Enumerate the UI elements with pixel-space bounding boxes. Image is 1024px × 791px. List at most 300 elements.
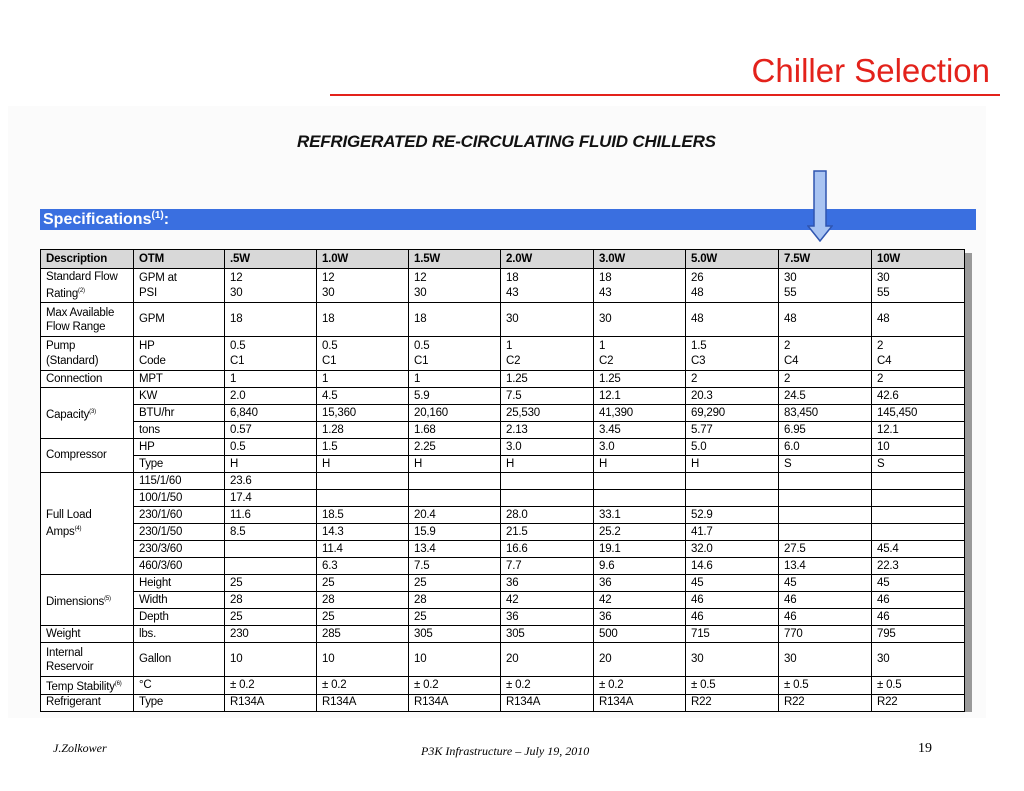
- table-row: [41, 337, 965, 371]
- table-cell: 6.0: [779, 439, 872, 456]
- table-cell: 11.4: [317, 541, 409, 558]
- table-cell: 27.5: [779, 541, 872, 558]
- cell-line: 30: [230, 286, 243, 299]
- table-cell: R134A: [409, 694, 501, 711]
- table-cell: ± 0.2: [225, 677, 317, 695]
- table-cell: 6.95: [779, 422, 872, 439]
- table-cell: 36: [501, 575, 594, 592]
- row-units: 115/1/60: [134, 473, 225, 490]
- table-cell: 42: [501, 592, 594, 609]
- table-cell: 1: [317, 371, 409, 388]
- table-cell: [225, 337, 317, 371]
- table-row: [41, 592, 965, 609]
- table-cell: 15,360: [317, 405, 409, 422]
- cell-line: C1: [414, 354, 429, 367]
- table-row: [41, 524, 965, 541]
- table-cell: 9.6: [594, 558, 686, 575]
- table-row: [41, 456, 965, 473]
- table-cell: R134A: [317, 694, 409, 711]
- table-cell: H: [501, 456, 594, 473]
- footer-title: P3K Infrastructure – July 19, 2010: [421, 744, 590, 758]
- table-cell: 46: [872, 609, 965, 626]
- table-cell: S: [779, 456, 872, 473]
- table-row: [41, 371, 965, 388]
- cell-line: C2: [506, 354, 521, 367]
- specifications-table: [40, 249, 965, 712]
- row-units: MPT: [134, 371, 225, 388]
- table-cell: 6,840: [225, 405, 317, 422]
- table-cell: [501, 490, 594, 507]
- table-cell: 7.5: [501, 388, 594, 405]
- row-units: Gallon: [134, 643, 225, 677]
- table-cell: 2.25: [409, 439, 501, 456]
- row-units: Height: [134, 575, 225, 592]
- header-model: 10W: [872, 250, 965, 269]
- table-cell: 1.25: [594, 371, 686, 388]
- table-row: [41, 490, 965, 507]
- row-description: [41, 575, 134, 626]
- row-description-text: Capacity: [46, 408, 90, 421]
- table-cell: 20.4: [409, 507, 501, 524]
- table-cell: 46: [686, 609, 779, 626]
- table-cell: [686, 473, 779, 490]
- cell-line: 12: [230, 271, 243, 284]
- cell-line: 55: [784, 286, 797, 299]
- table-cell: 42: [594, 592, 686, 609]
- table-cell: [409, 473, 501, 490]
- table-cell: 10: [317, 643, 409, 677]
- row-description: Weight: [41, 626, 134, 643]
- cell-line: 43: [599, 286, 612, 299]
- table-cell: [501, 337, 594, 371]
- row-units: lbs.: [134, 626, 225, 643]
- table-cell: 18: [409, 303, 501, 337]
- table-row: [41, 609, 965, 626]
- table-cell: 41.7: [686, 524, 779, 541]
- specifications-bar: [40, 209, 976, 230]
- table-cell: [317, 269, 409, 303]
- table-cell: ± 0.5: [779, 677, 872, 695]
- table-cell: 48: [686, 303, 779, 337]
- table-cell: 25: [409, 575, 501, 592]
- table-cell: R134A: [225, 694, 317, 711]
- cell-line: C1: [230, 354, 245, 367]
- cell-line: 1: [599, 339, 606, 352]
- table-cell: 21.5: [501, 524, 594, 541]
- row-units: °C: [134, 677, 225, 695]
- table-cell: 36: [594, 575, 686, 592]
- table-cell: 10: [225, 643, 317, 677]
- cell-line: 2: [877, 339, 884, 352]
- table-cell: 6.3: [317, 558, 409, 575]
- row-units: Depth: [134, 609, 225, 626]
- table-cell: 25: [317, 575, 409, 592]
- row-description: Connection: [41, 371, 134, 388]
- table-cell: 11.6: [225, 507, 317, 524]
- table-cell: [872, 490, 965, 507]
- table-cell: [409, 490, 501, 507]
- table-cell: 30: [594, 303, 686, 337]
- cell-line: 1.5: [691, 339, 707, 352]
- table-cell: [779, 473, 872, 490]
- table-cell: 15.9: [409, 524, 501, 541]
- table-cell: 19.1: [594, 541, 686, 558]
- table-cell: ± 0.2: [594, 677, 686, 695]
- table-cell: R22: [686, 694, 779, 711]
- table-cell: [225, 558, 317, 575]
- table-cell: 25: [225, 609, 317, 626]
- table-cell: 285: [317, 626, 409, 643]
- table-cell: 0.5: [225, 439, 317, 456]
- table-cell: 30: [779, 643, 872, 677]
- table-cell: ± 0.5: [686, 677, 779, 695]
- table-cell: 10: [409, 643, 501, 677]
- table-cell: 4.5: [317, 388, 409, 405]
- table-cell: 48: [779, 303, 872, 337]
- table-cell: 30: [686, 643, 779, 677]
- row-description: [41, 269, 134, 303]
- cell-line: 43: [506, 286, 519, 299]
- table-row: [41, 507, 965, 524]
- table-cell: 46: [779, 592, 872, 609]
- row-units: 100/1/50: [134, 490, 225, 507]
- table-cell: 2.13: [501, 422, 594, 439]
- table-row: [41, 575, 965, 592]
- table-cell: 5.77: [686, 422, 779, 439]
- row-description: Max Available Flow Range: [41, 303, 134, 337]
- table-row: [41, 694, 965, 711]
- cell-line: 30: [784, 271, 797, 284]
- table-cell: [779, 507, 872, 524]
- table-cell: [872, 269, 965, 303]
- cell-line: C2: [599, 354, 614, 367]
- table-cell: 42.6: [872, 388, 965, 405]
- row-units: Width: [134, 592, 225, 609]
- table-cell: 500: [594, 626, 686, 643]
- cell-line: Pump: [46, 339, 76, 352]
- table-cell: 28: [409, 592, 501, 609]
- table-row: [41, 439, 965, 456]
- table-cell: 12.1: [872, 422, 965, 439]
- table-cell: [872, 473, 965, 490]
- row-description-text: Full Load: [46, 509, 92, 522]
- table-row: [41, 269, 965, 303]
- table-cell: [594, 490, 686, 507]
- table-cell: 28.0: [501, 507, 594, 524]
- cell-line: GPM at: [139, 271, 177, 284]
- table-cell: 13.4: [409, 541, 501, 558]
- cell-line: 2: [784, 339, 791, 352]
- row-description: [41, 388, 134, 439]
- table-cell: [779, 490, 872, 507]
- header-otm: OTM: [134, 250, 225, 269]
- footnote-marker: (6): [114, 681, 122, 687]
- table-cell: R134A: [501, 694, 594, 711]
- table-cell: H: [594, 456, 686, 473]
- table-cell: 25,530: [501, 405, 594, 422]
- document-heading: REFRIGERATED RE-CIRCULATING FLUID CHILLERS: [297, 132, 716, 151]
- cell-line: 30: [414, 286, 427, 299]
- table-cell: [501, 269, 594, 303]
- slide-title: Chiller Selection: [751, 52, 990, 89]
- table-row: [41, 303, 965, 337]
- table-row: [41, 558, 965, 575]
- table-cell: S: [872, 456, 965, 473]
- table-row: [41, 473, 965, 490]
- table-cell: 20.3: [686, 388, 779, 405]
- table-cell: 25: [225, 575, 317, 592]
- cell-line: C1: [322, 354, 337, 367]
- table-cell: 45: [686, 575, 779, 592]
- row-description: Internal Reservoir: [41, 643, 134, 677]
- footer-author: J.Zolkower: [53, 741, 107, 755]
- row-description-text: Temp Stability: [46, 680, 115, 693]
- cell-line: C4: [877, 354, 892, 367]
- table-cell: 3.0: [594, 439, 686, 456]
- table-cell: 25: [409, 609, 501, 626]
- header-model: 7.5W: [779, 250, 872, 269]
- row-units: [134, 269, 225, 303]
- header-model: 3.0W: [594, 250, 686, 269]
- table-cell: 1.25: [501, 371, 594, 388]
- table-cell: 1: [225, 371, 317, 388]
- cell-line: Code: [139, 354, 166, 367]
- table-cell: [779, 337, 872, 371]
- table-cell: 1: [409, 371, 501, 388]
- table-cell: 30: [501, 303, 594, 337]
- table-cell: [317, 473, 409, 490]
- table-cell: 20: [501, 643, 594, 677]
- table-cell: [686, 337, 779, 371]
- table-cell: 32.0: [686, 541, 779, 558]
- table-cell: ± 0.2: [317, 677, 409, 695]
- table-cell: [409, 269, 501, 303]
- header-model: 1.5W: [409, 250, 501, 269]
- table-cell: 2.0: [225, 388, 317, 405]
- table-cell: ± 0.2: [409, 677, 501, 695]
- header-model: 1.0W: [317, 250, 409, 269]
- table-cell: 715: [686, 626, 779, 643]
- table-cell: 20: [594, 643, 686, 677]
- table-cell: 2: [872, 371, 965, 388]
- row-units: tons: [134, 422, 225, 439]
- row-units: [134, 337, 225, 371]
- table-cell: 12.1: [594, 388, 686, 405]
- table-cell: H: [317, 456, 409, 473]
- table-cell: 23.6: [225, 473, 317, 490]
- cell-line: 48: [691, 286, 704, 299]
- table-cell: 14.3: [317, 524, 409, 541]
- table-cell: 46: [779, 609, 872, 626]
- row-units: HP: [134, 439, 225, 456]
- table-cell: 45.4: [872, 541, 965, 558]
- table-cell: [779, 269, 872, 303]
- table-cell: 28: [225, 592, 317, 609]
- table-cell: 45: [779, 575, 872, 592]
- cell-line: PSI: [139, 286, 157, 299]
- row-units: KW: [134, 388, 225, 405]
- row-units: 230/3/60: [134, 541, 225, 558]
- table-cell: 25.2: [594, 524, 686, 541]
- table-cell: [594, 337, 686, 371]
- table-row: [41, 541, 965, 558]
- table-cell: 3.0: [501, 439, 594, 456]
- table-cell: 7.5: [409, 558, 501, 575]
- table-cell: 305: [501, 626, 594, 643]
- table-cell: R22: [779, 694, 872, 711]
- table-cell: 48: [872, 303, 965, 337]
- table-cell: R134A: [594, 694, 686, 711]
- table-cell: [225, 269, 317, 303]
- header-model: .5W: [225, 250, 317, 269]
- table-cell: 20,160: [409, 405, 501, 422]
- table-row: [41, 405, 965, 422]
- row-description-text: Standard Flow Rating: [46, 271, 118, 300]
- table-cell: 1.5: [317, 439, 409, 456]
- table-cell: 36: [501, 609, 594, 626]
- table-cell: ± 0.2: [501, 677, 594, 695]
- table-cell: H: [409, 456, 501, 473]
- table-cell: [409, 337, 501, 371]
- table-cell: [872, 337, 965, 371]
- table-cell: [317, 490, 409, 507]
- table-cell: 24.5: [779, 388, 872, 405]
- footnote-marker: (5): [104, 595, 111, 602]
- table-cell: 305: [409, 626, 501, 643]
- table-cell: [872, 507, 965, 524]
- table-cell: 46: [872, 592, 965, 609]
- cell-line: HP: [139, 339, 155, 352]
- cell-line: 0.5: [322, 339, 338, 352]
- header-description: Description: [41, 250, 134, 269]
- table-cell: [501, 473, 594, 490]
- cell-line: (Standard): [46, 354, 99, 367]
- row-units: BTU/hr: [134, 405, 225, 422]
- table-cell: 69,290: [686, 405, 779, 422]
- table-cell: 3.45: [594, 422, 686, 439]
- table-cell: 25: [317, 609, 409, 626]
- table-cell: 16.6: [501, 541, 594, 558]
- footnote-marker: (4): [74, 526, 82, 533]
- row-units: 230/1/50: [134, 524, 225, 541]
- table-cell: 33.1: [594, 507, 686, 524]
- cell-line: 26: [691, 271, 704, 284]
- table-row: [41, 643, 965, 677]
- table-cell: 14.6: [686, 558, 779, 575]
- row-description-text: Amps: [46, 525, 75, 538]
- table-cell: 36: [594, 609, 686, 626]
- table-cell: 18: [317, 303, 409, 337]
- specifications-label: Specifications$^{(1)}$:: [43, 210, 170, 228]
- row-description: [41, 473, 134, 575]
- table-cell: 1.68: [409, 422, 501, 439]
- table-cell: 30: [872, 643, 965, 677]
- title-underline: [330, 94, 1000, 96]
- table-cell: 5.9: [409, 388, 501, 405]
- table-cell: 1.28: [317, 422, 409, 439]
- table-cell: 10: [872, 439, 965, 456]
- row-units: GPM: [134, 303, 225, 337]
- row-description: [41, 677, 134, 695]
- row-description-text: Dimensions: [46, 595, 105, 608]
- cell-line: 12: [322, 271, 335, 284]
- table-cell: ± 0.5: [872, 677, 965, 695]
- cell-line: 30: [877, 271, 890, 284]
- table-cell: [317, 337, 409, 371]
- table-cell: [686, 490, 779, 507]
- footnote-marker: (3): [89, 408, 96, 415]
- cell-line: 12: [414, 271, 427, 284]
- cell-line: C3: [691, 354, 706, 367]
- table-row: [41, 422, 965, 439]
- page-number: 19: [918, 741, 932, 756]
- cell-line: 0.5: [414, 339, 430, 352]
- table-cell: 18: [225, 303, 317, 337]
- table-cell: 17.4: [225, 490, 317, 507]
- cell-line: 0.5: [230, 339, 246, 352]
- table-cell: 46: [686, 592, 779, 609]
- table-cell: [225, 541, 317, 558]
- cell-line: C4: [784, 354, 799, 367]
- row-description: [41, 337, 134, 371]
- table-cell: [872, 524, 965, 541]
- row-units: 460/3/60: [134, 558, 225, 575]
- table-cell: 230: [225, 626, 317, 643]
- table-cell: [594, 269, 686, 303]
- table-cell: [594, 473, 686, 490]
- table-row: [41, 250, 965, 269]
- footnote-marker: (2): [78, 288, 85, 295]
- cell-line: 1: [506, 339, 513, 352]
- table-cell: 41,390: [594, 405, 686, 422]
- row-units: Type: [134, 694, 225, 711]
- table-cell: 2: [779, 371, 872, 388]
- table-cell: 22.3: [872, 558, 965, 575]
- table-cell: [686, 269, 779, 303]
- table-cell: 18.5: [317, 507, 409, 524]
- row-description: Compressor: [41, 439, 134, 473]
- table-row: [41, 388, 965, 405]
- down-arrow-icon: [807, 170, 833, 242]
- header-model: 5.0W: [686, 250, 779, 269]
- row-units: 230/1/60: [134, 507, 225, 524]
- cell-line: 55: [877, 286, 890, 299]
- table-cell: 8.5: [225, 524, 317, 541]
- table-cell: 2: [686, 371, 779, 388]
- header-model: 2.0W: [501, 250, 594, 269]
- table-row: [41, 626, 965, 643]
- table-cell: 83,450: [779, 405, 872, 422]
- cell-line: 30: [322, 286, 335, 299]
- table-row: [41, 677, 965, 695]
- table-cell: 145,450: [872, 405, 965, 422]
- table-cell: 7.7: [501, 558, 594, 575]
- table-cell: R22: [872, 694, 965, 711]
- cell-line: 18: [599, 271, 612, 284]
- table-cell: 13.4: [779, 558, 872, 575]
- table-cell: 28: [317, 592, 409, 609]
- row-units: Type: [134, 456, 225, 473]
- table-cell: [779, 524, 872, 541]
- table-cell: H: [225, 456, 317, 473]
- table-cell: 5.0: [686, 439, 779, 456]
- table-cell: 770: [779, 626, 872, 643]
- table-cell: 45: [872, 575, 965, 592]
- table-cell: 795: [872, 626, 965, 643]
- table-cell: H: [686, 456, 779, 473]
- table-cell: 0.57: [225, 422, 317, 439]
- cell-line: 18: [506, 271, 519, 284]
